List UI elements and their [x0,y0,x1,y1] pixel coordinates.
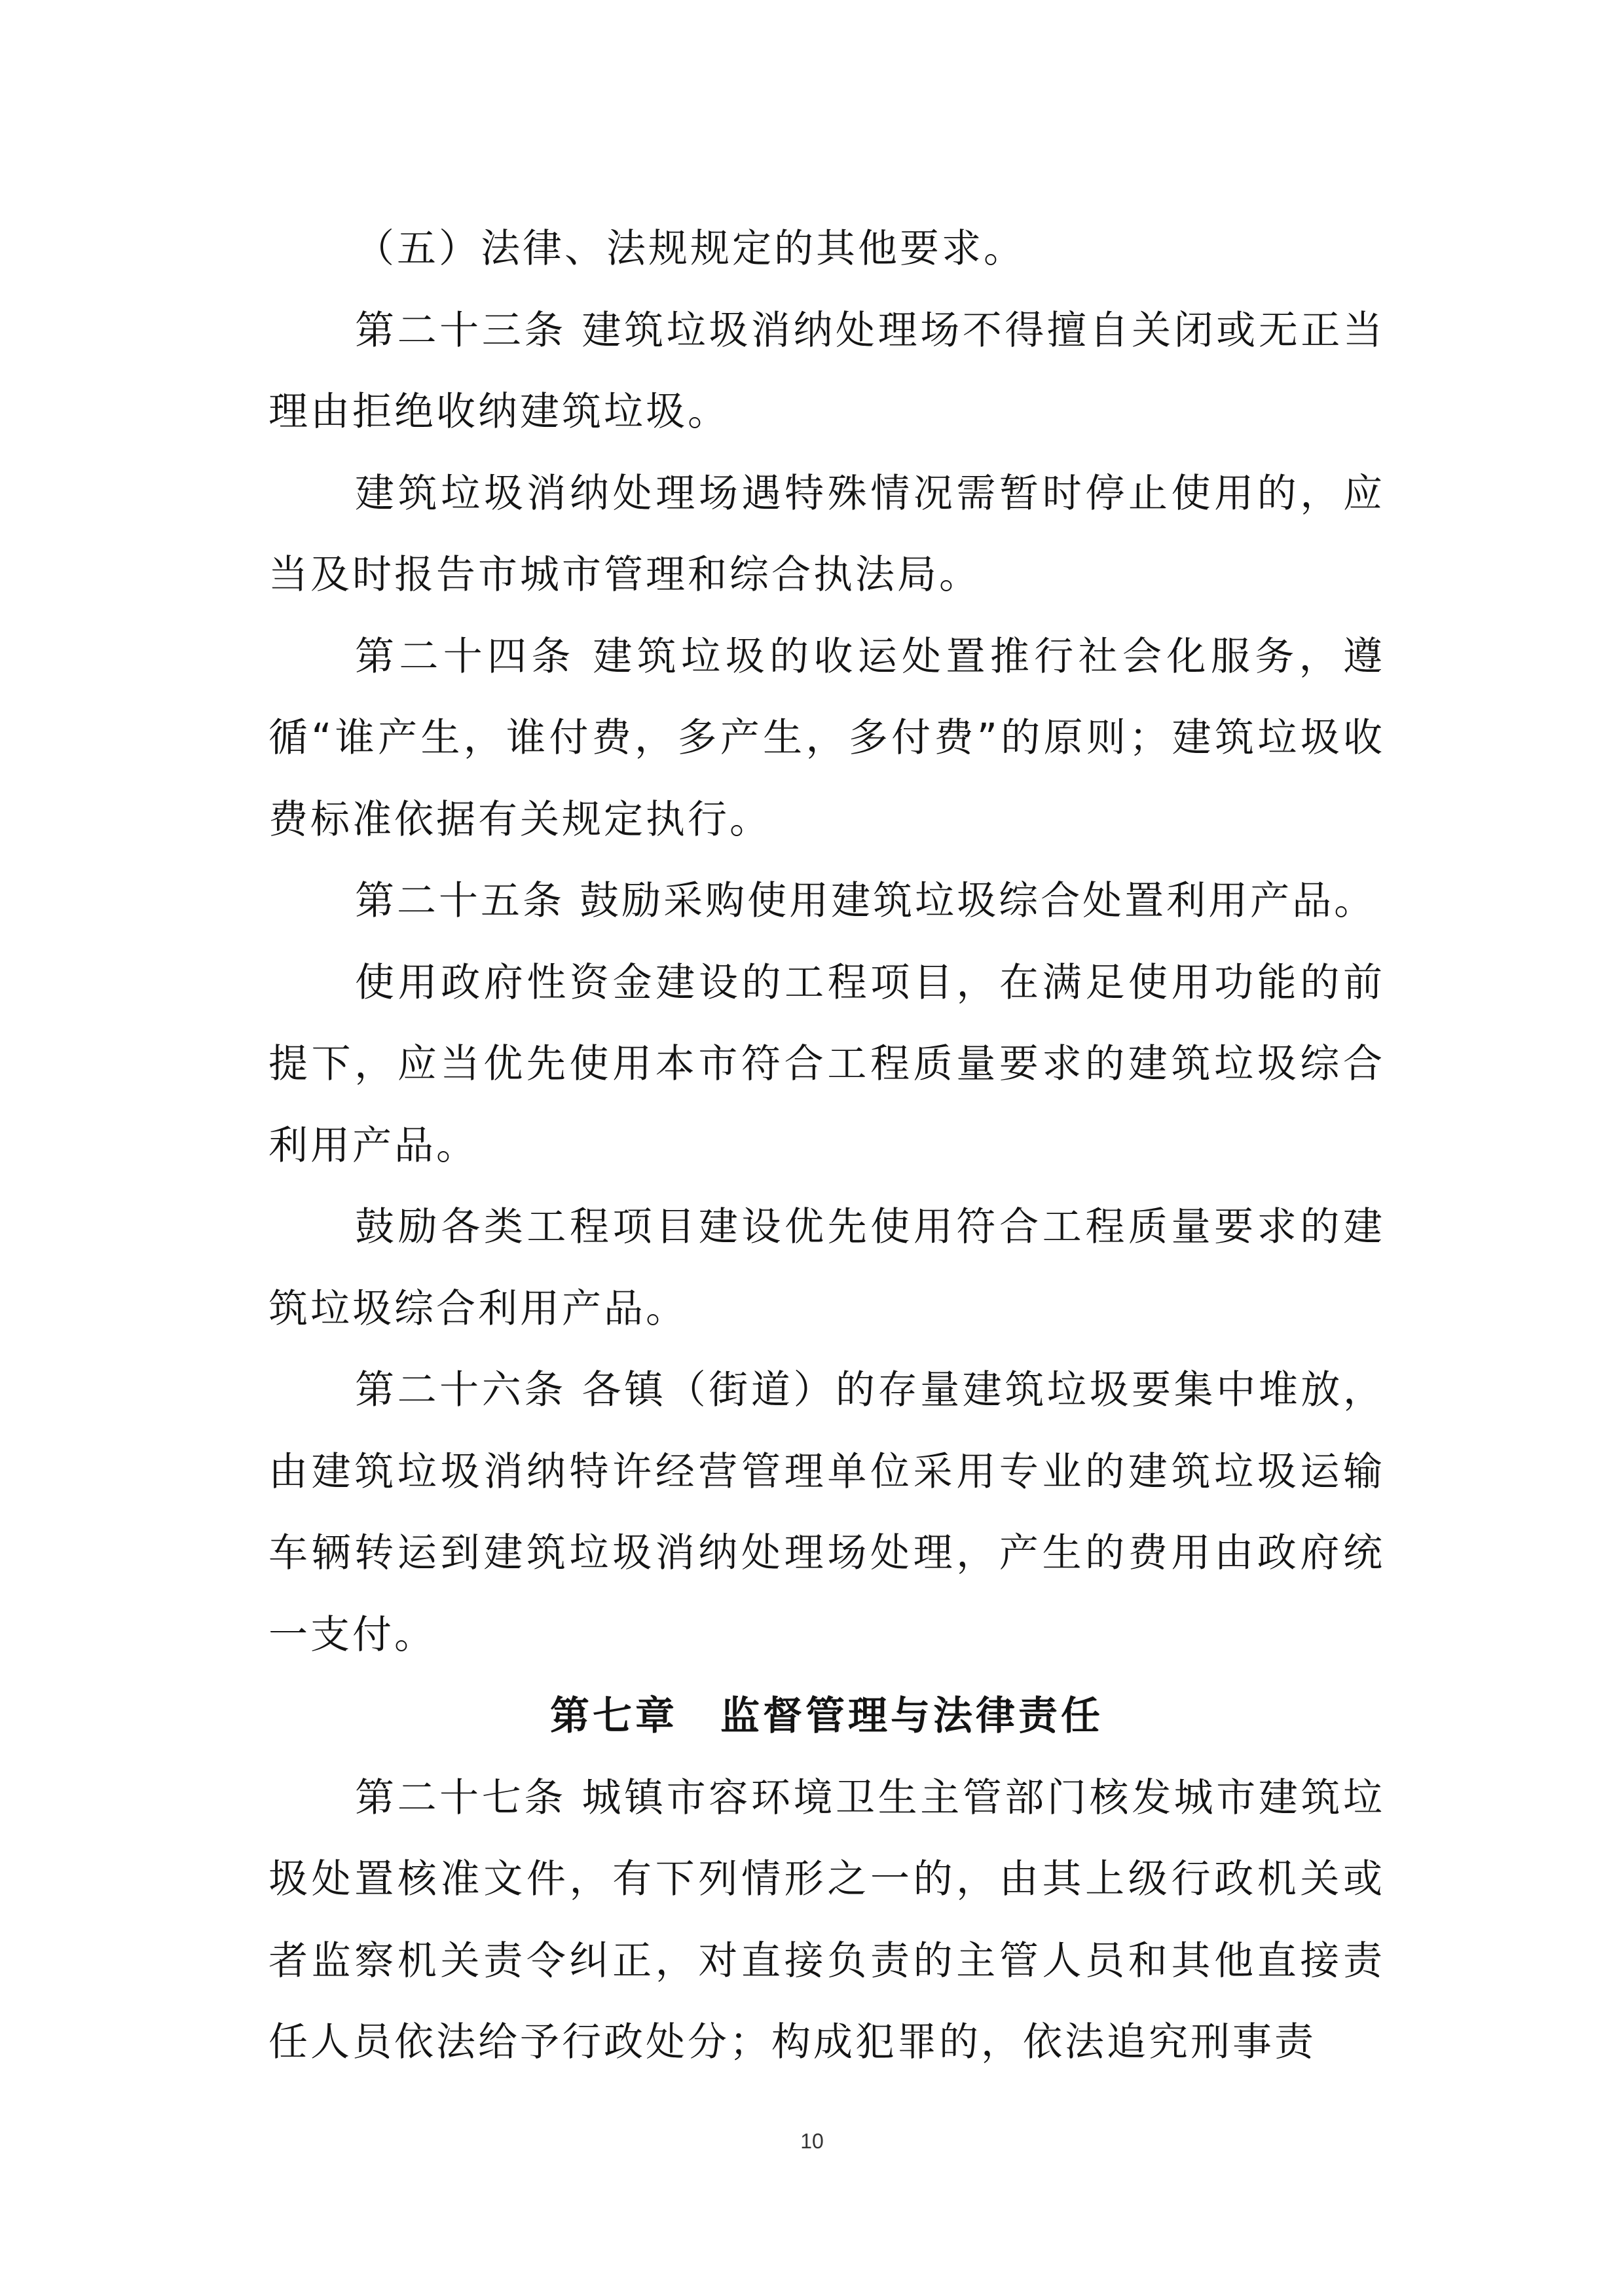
article-25-clause-3: 鼓励各类工程项目建设优先使用符合工程质量要求的建筑垃圾综合利用产品。 [268,1204,1385,1332]
article-27: 第二十七条 城镇市容环境卫生主管部门核发城市建筑垃圾处置核准文件，有下列情形之一的，由其上级行政机关或者监察机关责令纠正，对直接负责的主管人员和其他直接责任人员依法给予行政处分；构成犯罪的，依法追究刑事责 [268,1774,1385,2065]
article-23: 第二十三条 建筑垃圾消纳处理场不得擅自关闭或无正当理由拒绝收纳建筑垃圾。 [268,307,1385,435]
document-body [268,208,1385,2084]
article-24: 第二十四条 建筑垃圾的收运处置推行社会化服务，遵循“谁产生，谁付费，多产生，多付费”的原则；建筑垃圾收费标准依据有关规定执行。 [268,633,1385,843]
paragraph-item-5-requirements: （五）法律、法规规定的其他要求。 [355,226,1025,272]
article-25: 第二十五条 鼓励采购使用建筑垃圾综合处置利用产品。 [355,878,1376,924]
page-number: 10 [800,2129,824,2153]
chapter-heading: 第七章 监督管理与法律责任 [550,1693,1103,1739]
article-26: 第二十六条 各镇（街道）的存量建筑垃圾要集中堆放，由建筑垃圾消纳特许经营管理单位采用专业的建筑垃圾运输车辆转运到建筑垃圾消纳处理场处理，产生的费用由政府统一支付。 [268,1367,1385,1658]
article-23-clause-2: 建筑垃圾消纳处理场遇特殊情况需暂时停止使用的，应当及时报告市城市管理和综合执法局。 [268,470,1385,598]
article-25-clause-2: 使用政府性资金建设的工程项目，在满足使用功能的前提下，应当优先使用本市符合工程质量要求的建筑垃圾综合利用产品。 [268,959,1385,1169]
